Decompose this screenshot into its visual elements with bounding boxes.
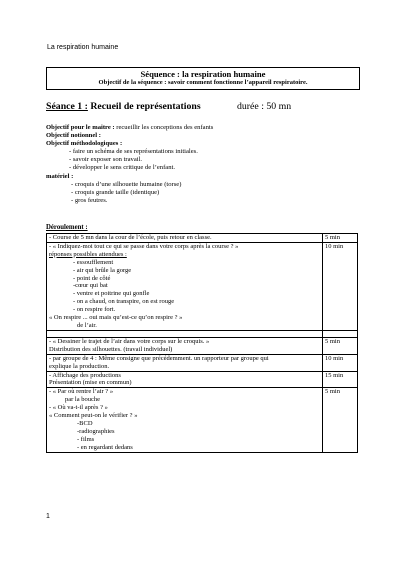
activity-line: « On respire ... oui mais qu’est-ce qu’on respire ? »: [49, 314, 183, 322]
activity-line: - « Où va-t-il après ? »: [49, 404, 108, 412]
deroulement-title: Déroulement :: [46, 224, 88, 231]
activity-line: -radiographies: [77, 427, 115, 435]
table-row: [47, 242, 358, 330]
activity-cell: [47, 242, 323, 330]
activity-line: - Course de 5 mn dans la cour de l’école, puis retour en classe.: [49, 234, 212, 241]
activity-line: - « Indiquez-moi tout ce qui se passe dans votre corps après la course ? »: [49, 242, 239, 250]
activity-cell: [47, 354, 323, 371]
activity-line: Présentation (mise en commun): [49, 379, 132, 387]
activity-line: -cœur qui bat: [73, 282, 108, 290]
time-cell: 15 min: [323, 371, 358, 388]
materiel-item: - croquis d’une silhouette humaine (torse): [71, 180, 182, 188]
activity-line: - « Dessiner le trajet de l’air dans votre corps sur le croquis. »: [49, 337, 210, 345]
seance-duration: durée : 50 mn: [237, 101, 292, 112]
page-header: La respiration humaine: [47, 44, 119, 51]
activity-cell: [47, 388, 323, 452]
table-row: [47, 234, 358, 243]
activity-cell: [47, 371, 323, 388]
activity-line: -BCD: [77, 419, 93, 427]
methodo-item: - faire un schéma de ses représentations initiales.: [69, 148, 198, 156]
activity-line: - on respire fort.: [73, 306, 116, 314]
activity-line: de l’air.: [77, 321, 97, 329]
activity-line: réponses possibles attendues :: [49, 250, 127, 258]
methodo-item: - savoir exposer son travail.: [69, 156, 143, 164]
table-row: [47, 337, 358, 354]
activity-line: - essoufflement: [73, 258, 114, 266]
activity-line: - ventre et poitrine qui gonfle: [73, 290, 150, 298]
activity-line: explique la production.: [49, 362, 110, 370]
sequence-objective: Objectif de la séquence : savoir comment fonctionne l’appareil respiratoire.: [98, 79, 308, 86]
activity-cell: [47, 337, 323, 354]
table-row: [47, 354, 358, 371]
activity-line: - films: [77, 435, 95, 443]
deroulement-table: [46, 233, 358, 453]
time-cell: 5 min: [323, 337, 358, 354]
activity-line: - on a chaud, on transpire, on est rouge: [73, 298, 175, 306]
seance-heading: [46, 101, 201, 112]
objective-maitre-text: recueillir les conceptions des enfants: [114, 124, 214, 131]
table-spacer-row: [47, 330, 358, 337]
objective-maitre-label: Objectif pour le maitre :: [46, 124, 115, 131]
materiel-label: matériel :: [46, 172, 74, 180]
time-cell: 10 min: [323, 354, 358, 371]
page-number: 1: [46, 513, 50, 520]
spacer-cell: [47, 330, 323, 337]
activity-line: Distribution des silhouettes. (travail individuel): [49, 345, 173, 353]
activity-line: « Comment peut-on le vérifier ? »: [49, 412, 138, 420]
time-cell: 10 min: [323, 242, 358, 330]
activity-cell: [47, 234, 323, 243]
spacer-cell: [323, 330, 358, 337]
materiel-item: - gros feutres.: [71, 196, 108, 204]
activity-line: - air qui brûle la gorge: [73, 266, 132, 274]
table-row: [47, 371, 358, 388]
seance-title: Recueil de représentations: [87, 101, 201, 112]
activity-line: - « Par où rentre l’air ? »: [49, 388, 114, 396]
methodo-item: - développer le sens critique de l’enfant.: [69, 164, 176, 172]
objective-notionnel-label: Objectif notionnel :: [46, 132, 101, 140]
time-cell: 5 min: [323, 388, 358, 452]
table-row: [47, 388, 358, 452]
activity-line: - par groupe de 4 : Même consigne que précédemment. un rapporteur par groupe qui: [49, 354, 269, 362]
objective-methodo-label: Objectif méthodologiques :: [46, 140, 123, 148]
sequence-title: Séquence : la respiration humaine: [140, 69, 266, 79]
objective-maitre: [46, 124, 213, 132]
sequence-box: [46, 67, 360, 90]
objectives-block: [46, 124, 213, 205]
time-cell: 5 min: [323, 234, 358, 243]
activity-line: par la bouche: [65, 396, 101, 404]
activity-line: - Affichage des productions: [49, 371, 121, 379]
seance-label: Séance 1 :: [46, 101, 88, 112]
activity-line: - point de côté: [73, 274, 111, 282]
activity-line: - en regardant dedans: [77, 443, 133, 451]
materiel-item: - croquis grande taille (identique): [71, 188, 160, 196]
